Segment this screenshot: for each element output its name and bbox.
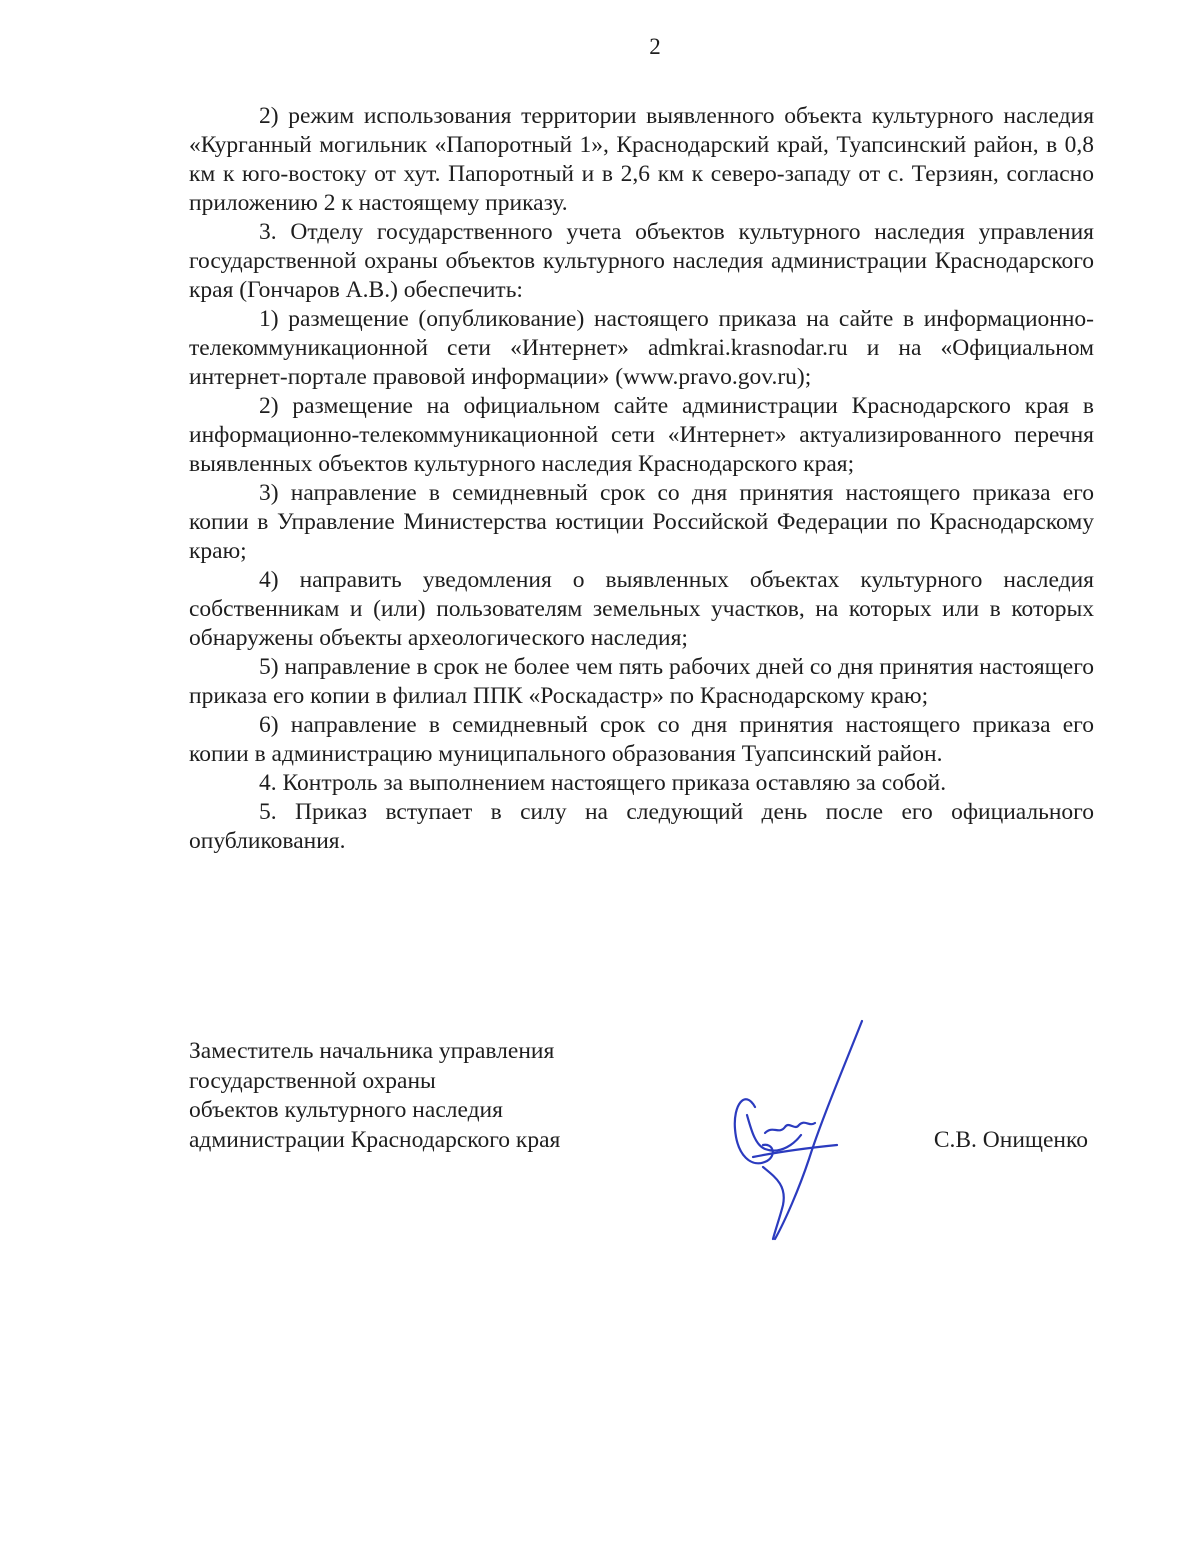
page-number: 2 [649, 34, 661, 59]
signer-title-line: администрации Краснодарского края [189, 1126, 561, 1153]
signer-title-line: объектов культурного наследия [189, 1097, 503, 1123]
signature-block [189, 1037, 1094, 1257]
paragraph-5: 5. Приказ вступает в силу на следующий день после его официального опубликования. [189, 799, 1094, 854]
signer-title [189, 1037, 669, 1155]
paragraph-3-3: 3) направление в семидневный срок со дня принятия настоящего приказа его копии в Управление Министерства юстиции Российской Федерации по Краснодарскому краю; [189, 480, 1094, 564]
paragraph-3-2: 2) размещение на официальном сайте администрации Краснодарского края в информационно-телекоммуникационной сети «Интернет» актуализированного перечня выявленных объектов культурного наследия Краснодарского края; [189, 393, 1094, 477]
paragraph-2-1: 2) режим использования территории выявленного объекта культурного наследия «Курганный могильник «Папоротный 1», Краснодарский край, Туапсинский район, в 0,8 км к юго-востоку от хут. Папоротный и в 2,6 км к северо-западу от с. Терзиян, согласно приложению 2 к настоящему приказу. [189, 103, 1094, 216]
signer-title-line: Заместитель начальника управления [189, 1038, 555, 1064]
paragraph-4: 4. Контроль за выполнением настоящего приказа оставляю за собой. [259, 770, 947, 796]
paragraph-3-5: 5) направление в срок не более чем пять рабочих дней со дня принятия настоящего приказа его копии в филиал ППК «Роскадастр» по Краснодарскому краю; [189, 654, 1094, 709]
paragraph-3-1: 1) размещение (опубликование) настоящего приказа на сайте в информационно-телекоммуникационной сети «Интернет» admkrai.krasnodar.ru и на «Официальном интернет-портале правовой информации» (www.pravo.gov.ru); [189, 306, 1094, 390]
paragraph-3-4: 4) направить уведомления о выявленных объектах культурного наследия собственникам и (или) пользователям земельных участков, на которых или в которых обнаружены объекты археологического наследия; [189, 567, 1094, 651]
signer-name: С.В. Онищенко [933, 1127, 1088, 1153]
signer-title-line: государственной охраны [189, 1067, 436, 1094]
handwritten-signature [725, 1017, 875, 1247]
paragraph-3-6: 6) направление в семидневный срок со дня принятия настоящего приказа его копии в администрацию муниципального образования Туапсинский район. [189, 712, 1094, 767]
paragraph-3: 3. Отделу государственного учета объектов культурного наследия управления государственной охраны объектов культурного наследия администрации Краснодарского края (Гончаров А.В.) обеспечить: [189, 219, 1094, 303]
document-body [189, 102, 1094, 856]
